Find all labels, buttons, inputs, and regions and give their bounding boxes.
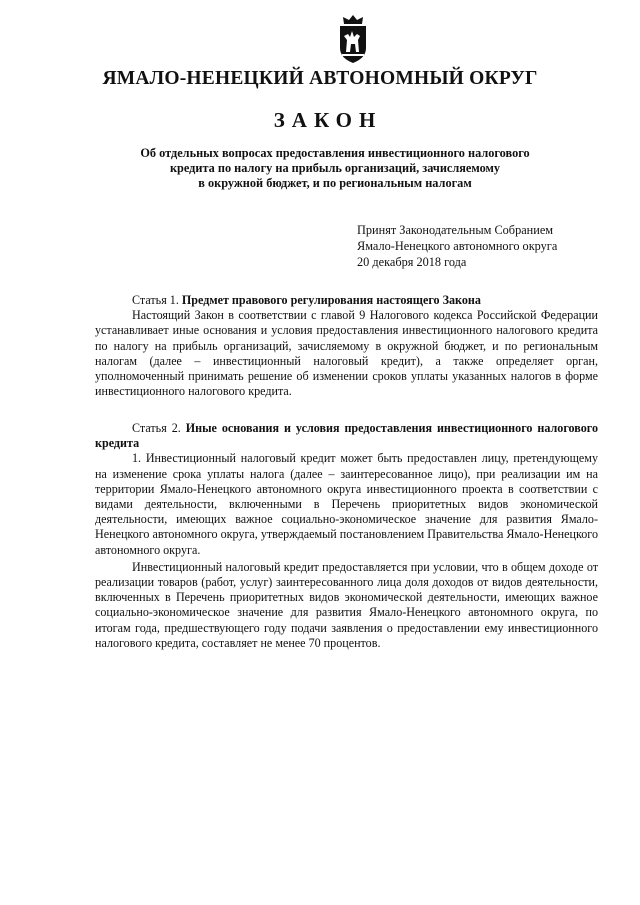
article-2-paragraph: 1. Инвестиционный налоговый кредит может быть предоставлен лицу, претендующему на изменение срока уплаты налога (далее – заинтересованное лицо), при реализации им на территории Ямало-Ненецкого автономного округа инвестиционного проекта в соответствии с видами деятельности, включенными в Перечень приоритетных видов экономической деятельности, имеющих важное социально-экономическое значение для развития Ямало-Ненецкого автономного округа, утверждаемый постановлением Правительства Ямало-Ненецкого автономного округа. bbox=[95, 451, 598, 557]
article-1-label: Статья 1. bbox=[132, 293, 179, 307]
coat-of-arms-emblem bbox=[333, 14, 373, 64]
adoption-line: Ямало-Ненецкого автономного округа bbox=[357, 239, 558, 253]
article-2-label: Статья 2. bbox=[132, 421, 181, 435]
subject-line: в окружной бюджет, и по региональным налогам bbox=[198, 176, 472, 190]
law-title: ЗАКОН bbox=[273, 108, 383, 132]
article-2-title: Иные основания и условия предоставления инвестиционного налогового кредита bbox=[95, 421, 598, 451]
law-subject bbox=[100, 146, 570, 191]
article-1-heading bbox=[95, 293, 598, 308]
subject-line: Об отдельных вопросах предоставления инвестиционного налогового bbox=[140, 146, 530, 160]
region-heading: ЯМАЛО-НЕНЕЦКИЙ АВТОНОМНЫЙ ОКРУГ bbox=[102, 68, 538, 89]
adoption-line: Принят Законодательным Собранием bbox=[357, 223, 554, 237]
adoption-line: 20 декабря 2018 года bbox=[357, 255, 467, 269]
adoption-note bbox=[357, 222, 557, 270]
article-2-paragraph: Инвестиционный налоговый кредит предоставляется при условии, что в общем доходе от реализации товаров (работ, услуг) заинтересованного лица доля доходов от видов деятельности, включенных в Перечень приоритетных видов экономической деятельности, имеющих важное социально-экономическое значение для развития Ямало-Ненецкого автономного округа, по итогам года, предшествующего году подачи заявления о предоставлении ему инвестиционного налогового кредита, составляет не менее 70 процентов. bbox=[95, 559, 598, 650]
article-2-heading bbox=[95, 421, 598, 451]
article-1-title: Предмет правового регулирования настоящего Закона bbox=[181, 293, 481, 307]
subject-line: кредита по налогу на прибыль организаций, зачисляемому bbox=[169, 161, 501, 175]
article-2 bbox=[95, 421, 598, 651]
article-1 bbox=[95, 293, 598, 399]
article-1-paragraph: Настоящий Закон в соответствии с главой 9 Налогового кодекса Российской Федерации устанавливает иные основания и условия предоставления инвестиционного налогового кредита по налогу на прибыль организаций, зачисляемому в окружной бюджет, и по региональным налогам (далее – инвестиционный налоговый кредит), а также определяет орган, уполномоченный принимать решение об изменении сроков уплаты указанных налогов в форме инвестиционного налогового кредита. bbox=[95, 308, 598, 399]
